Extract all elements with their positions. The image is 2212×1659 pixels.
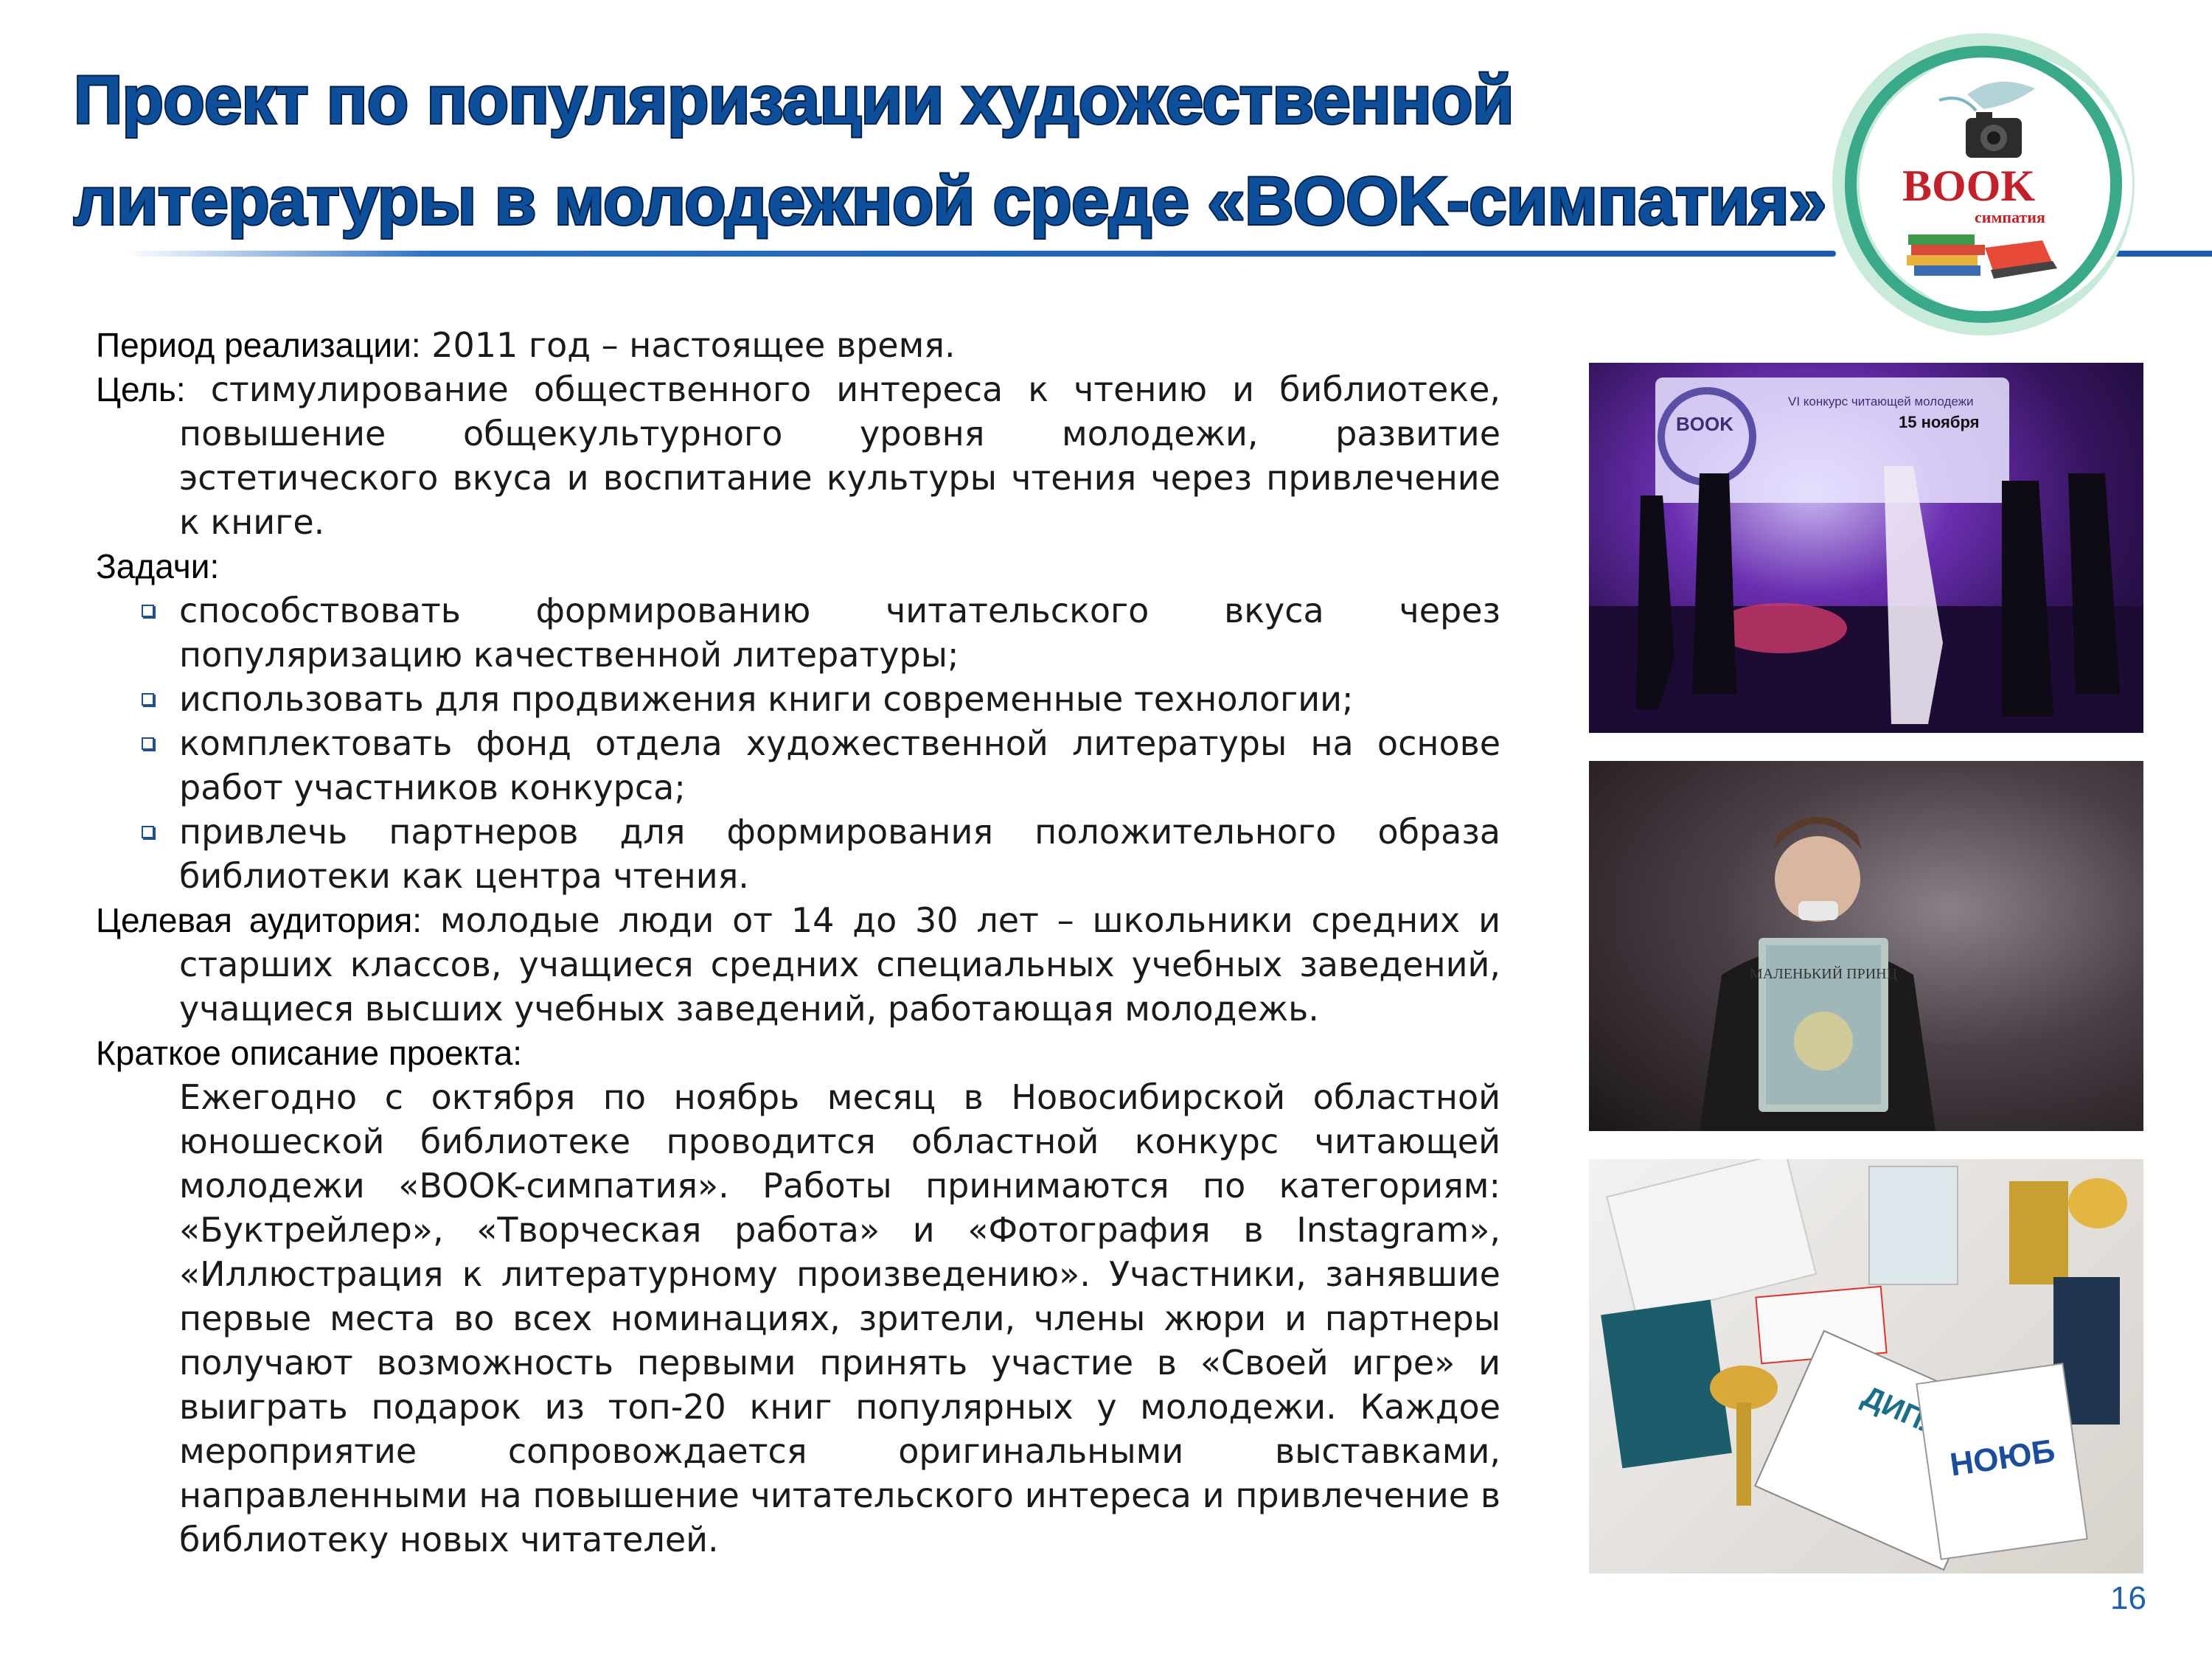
reader-with-book-photo <box>1589 761 2143 1131</box>
task-text: использовать для продвижения книги современные технологии; <box>179 679 1354 719</box>
reader-book-title: МАЛЕНЬКИЙ ПРИНЦ <box>1749 966 1898 982</box>
page-title-line-1: Проект по популяризации художественной <box>74 63 1514 138</box>
period-row <box>96 323 1500 367</box>
prizes-photo <box>1589 1159 2143 1573</box>
prizes-org-label: НОЮБ <box>1947 1433 2058 1484</box>
audience-value: молодые люди от 14 до 30 лет – школьники средних и старших классов, учащиеся средних специальных учебных заведений, учащиеся высших учебных заведений, работающая молодежь. <box>179 900 1500 1029</box>
square-bullet-icon <box>142 693 154 706</box>
goal-label: Цель: <box>96 370 186 408</box>
task-text: привлечь партнеров для формирования положительного образа библиотеки как центра чтения. <box>179 812 1500 896</box>
audience-row <box>96 898 1500 1031</box>
list-item <box>96 677 1500 721</box>
goal-row <box>96 367 1500 544</box>
description-heading: Краткое описание проекта: <box>96 1034 523 1072</box>
stage-banner-title: VI конкурс читающей молодежи <box>1788 394 1974 408</box>
square-bullet-icon <box>142 605 154 617</box>
page-title <box>74 50 1865 252</box>
list-item <box>96 810 1500 898</box>
page-number: 16 <box>2110 1580 2146 1616</box>
page-title-line-2: литературы в молодежной среде «BOOK-симпатия» <box>74 164 1826 239</box>
task-text: комплектовать фонд отдела художественной литературы на основе работ участников конкурса; <box>179 723 1500 807</box>
description-text: Ежегодно с октября по ноябрь месяц в Новосибирской областной юношеской библиотеке проводится областной конкурс читающей молодежи «BOOK-симпатия». Работы принимаются по категориям: «Буктрейлер», «Творческая работа» и «Фотография в Instagram», «Иллюстрация к литературному произведению». Участники, занявшие первые места во всех номинациях, зрители, члены жюри и партнеры получают возможность первыми принять участие в «Своей игре» и выиграть подарок из топ-20 книг популярных у молодежи. Каждое мероприятие сопровождается оригинальными выставками, направленными на повышение читательского интереса и привлечение в библиотеку новых читателей. <box>179 1077 1500 1559</box>
book-sympathy-logo <box>1829 29 2138 339</box>
period-label: Период реализации: <box>96 326 421 364</box>
list-item <box>96 588 1500 677</box>
period-value: 2011 год – настоящее время. <box>420 325 956 365</box>
logo-wordmark: BOOK <box>1902 161 2036 210</box>
square-bullet-icon <box>142 737 154 750</box>
tasks-heading: Задачи: <box>96 547 220 585</box>
audience-label: Целевая аудитория: <box>96 901 422 939</box>
logo-subtitle: симпатия <box>1975 208 2045 226</box>
title-divider <box>125 251 1836 257</box>
tasks-list <box>96 588 1500 898</box>
task-text: способствовать формированию читательского вкуса через популяризацию качественной литературы; <box>179 591 1500 675</box>
stage-performance-photo <box>1589 363 2143 733</box>
stage-banner-brand: BOOK <box>1676 413 1733 435</box>
stage-banner-date: 15 ноября <box>1899 413 1980 431</box>
goal-value: стимулирование общественного интереса к чтению и библиотеке, повышение общекультурного уровня молодежи, развитие эстетического вкуса и воспитание культуры чтения через привлечение к книге. <box>179 369 1500 542</box>
square-bullet-icon <box>142 826 154 838</box>
list-item <box>96 721 1500 810</box>
project-info <box>96 323 1500 1562</box>
